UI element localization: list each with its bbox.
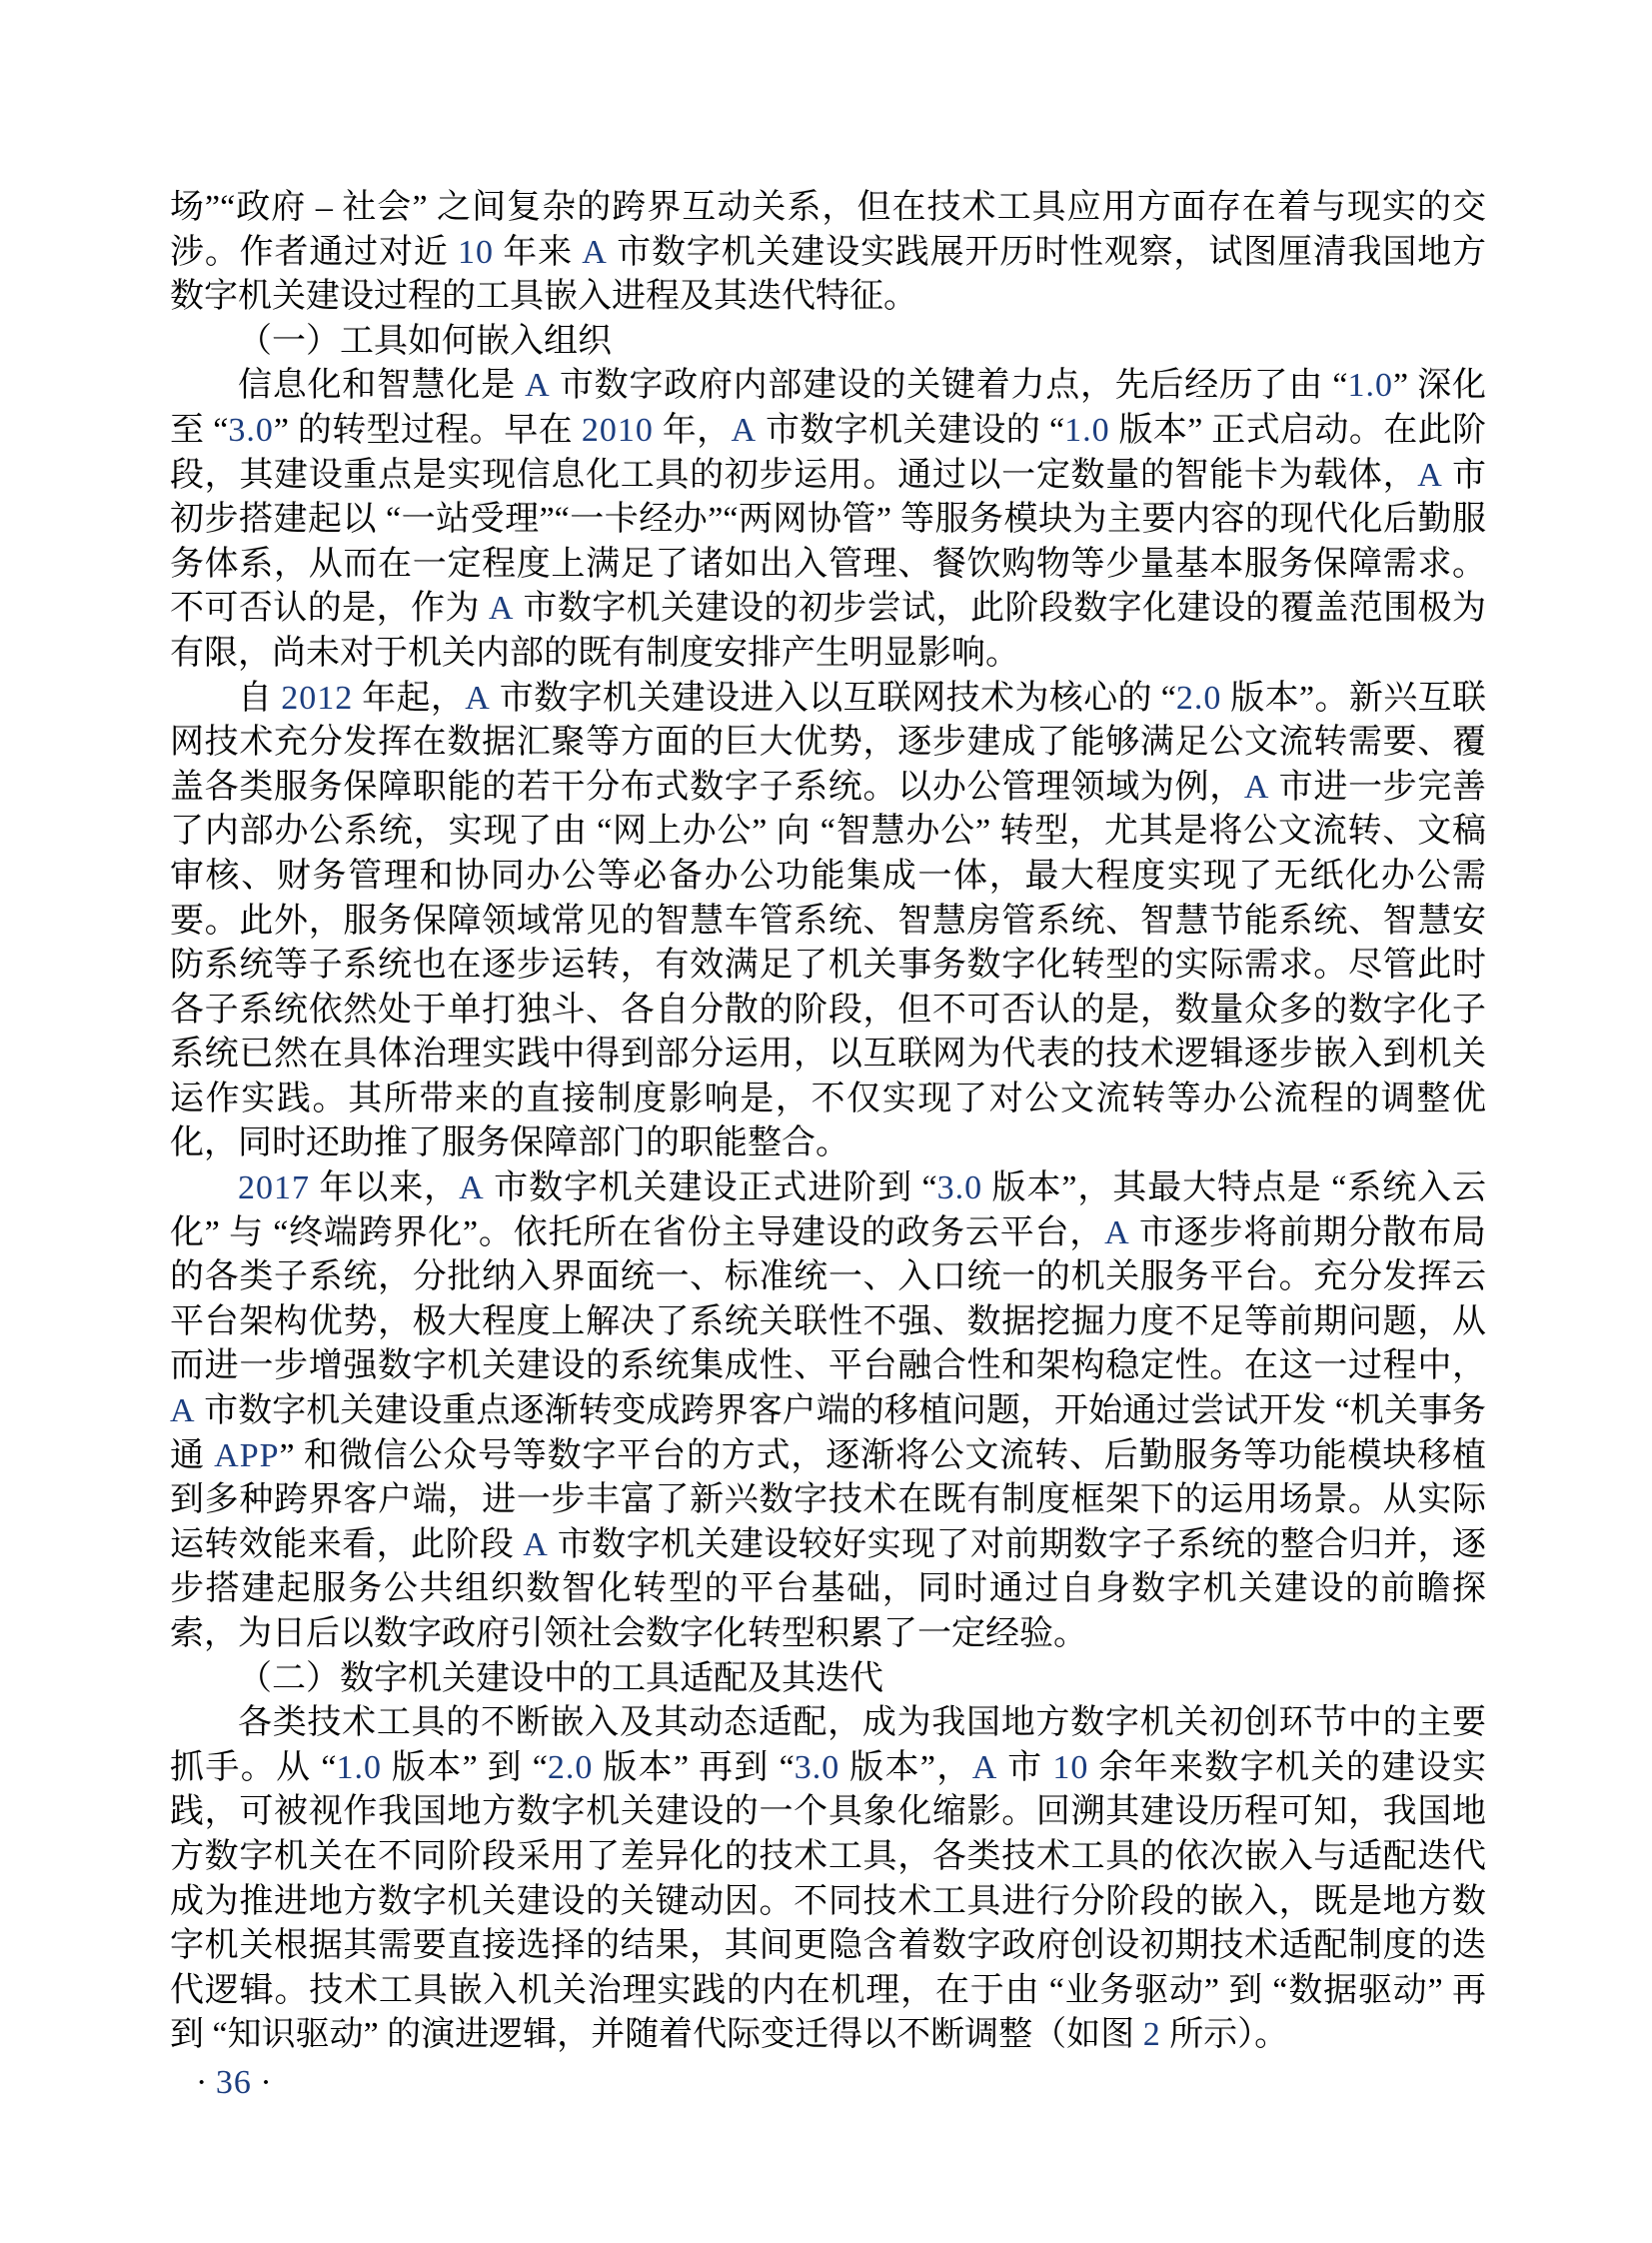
latin-text: A — [1104, 1213, 1130, 1251]
body-paragraph: 信息化和智慧化是 A 市数字政府内部建设的关键着力点，先后经历了由 “1.0” 深化至 “3.0” 的转型过程。早在 2010 年，A 市数字机关建设的 “1.0 版本” 正式启动。在此阶段，其建设重点是实现信息化工具的初步运用。通过以一定数量的智能卡为载体，A 市初步搭建起以 “一站受理”“一卡经办”“两网协管” 等服务模块为主要内容的现代化后勤服务体系，从而在一定程度上满足了诸如出入管理、餐饮购物等少量基本服务保障需求。不可否认的是，作为 A 市数字机关建设的初步尝试，此阶段数字化建设的覆盖范围极为有限，尚未对于机关内部的既有制度安排产生明显影响。 — [170, 367, 1487, 672]
latin-text: 1.0 — [336, 1748, 382, 1786]
latin-text: A — [465, 679, 491, 717]
latin-text: 2.0 — [1175, 679, 1222, 717]
latin-text: 3.0 — [228, 411, 274, 449]
latin-text: A — [1243, 768, 1270, 806]
latin-text: A — [488, 590, 515, 628]
latin-text: 1.0 — [1347, 367, 1393, 405]
text-block — [170, 186, 1486, 2058]
latin-text: 2010 — [581, 411, 654, 449]
section-heading: （一）工具如何嵌入组织 — [238, 322, 612, 360]
latin-text: A — [459, 1169, 485, 1207]
latin-text: APP — [214, 1436, 280, 1474]
latin-text: A — [971, 1748, 998, 1786]
section-heading: （二）数字机关建设中的工具适配及其迭代 — [238, 1659, 883, 1697]
latin-text: 3.0 — [936, 1169, 983, 1207]
latin-text: A — [731, 411, 758, 449]
body-paragraph: 自 2012 年起，A 市数字机关建设进入以互联网技术为核心的 “2.0 版本”。新兴互联网技术充分发挥在数据汇聚等方面的巨大优势，逐步建成了能够满足公文流转需要、覆盖各类服务保障职能的若干分布式数字子系统。以办公管理领域为例，A 市进一步完善了内部办公系统，实现了由 “网上办公” 向 “智慧办公” 转型，尤其是将公文流转、文稿审核、财务管理和协同办公等必备办公功能集成一体，最大程度实现了无纸化办公需要。此外，服务保障领域常见的智慧车管系统、智慧房管系统、智慧节能系统、智慧安防系统等子系统也在逐步运转，有效满足了机关事务数字化转型的实际需求。尽管此时各子系统依然处于单打独斗、各自分散的阶段，但不可否认的是，数量众多的数字化子系统已然在具体治理实践中得到部分运用，以互联网为代表的技术逻辑逐步嵌入到机关运作实践。其所带来的直接制度影响是，不仅实现了对公文流转等办公流程的调整优化，同时还助推了服务保障部门的职能整合。 — [170, 679, 1487, 1162]
body-paragraph: 2017 年以来，A 市数字机关建设正式进阶到 “3.0 版本”，其最大特点是 “系统入云化” 与 “终端跨界化”。依托所在省份主导建设的政务云平台，A 市逐步将前期分散布局的各类子系统，分批纳入界面统一、标准统一、入口统一的机关服务平台。充分发挥云平台架构优势，极大程度上解决了系统关联性不强、数据挖掘力度不足等前期问题，从而进一步增强数字机关建设的系统集成性、平台融合性和架构稳定性。在这一过程中，A 市数字机关建设重点逐渐转变成跨界客户端的移植问题，开始通过尝试开发 “机关事务通 APP” 和微信公众号等数字平台的方式，逐渐将公文流转、后勤服务等功能模块移植到多种跨界客户端，进一步丰富了新兴数字技术在既有制度框架下的运用场景。从实际运转效能来看，此阶段 A 市数字机关建设较好实现了对前期数字子系统的整合归并，逐步搭建起服务公共组织数智化转型的平台基础，同时通过自身数字机关建设的前瞻探索，为日后以数字政府引领社会数字化转型积累了一定经验。 — [170, 1169, 1487, 1652]
latin-text: 1.0 — [1064, 411, 1110, 449]
latin-text: 3.0 — [794, 1748, 840, 1786]
body-paragraph: 场”“政府 – 社会” 之间复杂的跨界互动关系，但在技术工具应用方面存在着与现实的交涉。作者通过对近 10 年来 A 市数字机关建设实践展开历时性观察，试图厘清我国地方数字机关建设过程的工具嵌入进程及其迭代特征。 — [170, 189, 1487, 316]
latin-text: A — [525, 367, 551, 405]
latin-text: 2017 — [238, 1169, 310, 1207]
latin-text: A — [1417, 456, 1443, 494]
latin-text: 36 — [215, 2064, 252, 2101]
latin-text: A — [582, 233, 608, 271]
latin-text: A — [170, 1392, 196, 1430]
latin-text: 2.0 — [547, 1748, 594, 1786]
body-paragraph: 各类技术工具的不断嵌入及其动态适配，成为我国地方数字机关初创环节中的主要抓手。从 “1.0 版本” 到 “2.0 版本” 再到 “3.0 版本”，A 市 10 余年来数字机关的建设实践，可被视作我国地方数字机关建设的一个具象化缩影。回溯其建设历程可知，我国地方数字机关在不同阶段采用了差异化的技术工具，各类技术工具的依次嵌入与适配迭代成为推进地方数字机关建设的关键动因。不同技术工具进行分阶段的嵌入，既是地方数字机关根据其需要直接选择的结果，其间更隐含着数字政府创设初期技术适配制度的迭代逻辑。技术工具嵌入机关治理实践的内在机理，在于由 “业务驱动” 到 “数据驱动” 再到 “知识驱动” 的演进逻辑，并随着代际变迁得以不断调整（如图 2 所示）。 — [170, 1704, 1486, 2054]
latin-text: 2012 — [281, 679, 354, 717]
latin-text: 2 — [1142, 2016, 1161, 2054]
latin-text: A — [523, 1525, 549, 1563]
page-number: · 36 · — [196, 2064, 272, 2101]
latin-text: 10 — [1052, 1748, 1089, 1786]
latin-text: 10 — [457, 233, 494, 271]
